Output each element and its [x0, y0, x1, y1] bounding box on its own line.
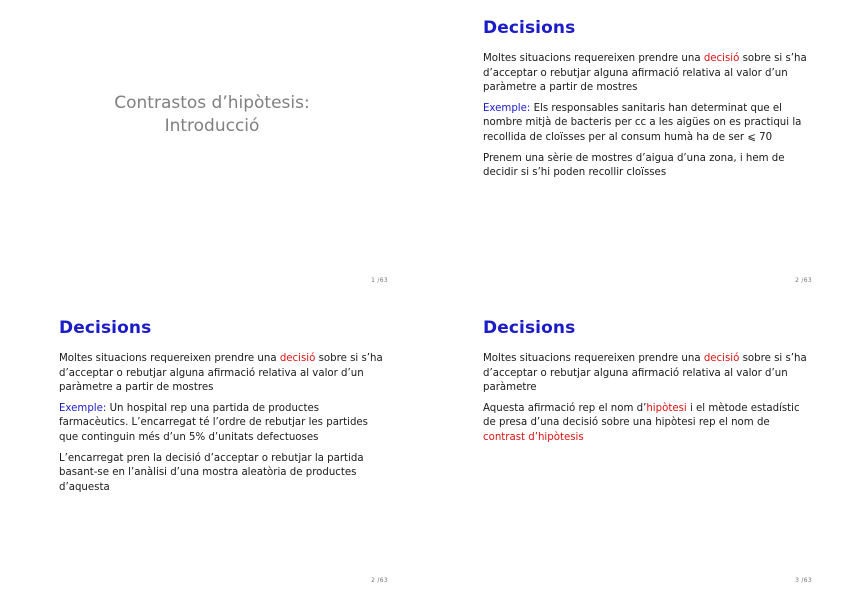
highlight-decisio: decisió — [279, 353, 316, 364]
highlight-hipotesi: hipòtesi — [646, 402, 687, 414]
slide-body — [483, 52, 813, 187]
example-text: Els responsables sanitaris han determinat que el nombre mitjà de bacteris per cc a les aigües on es practiqui la recollida de cloïsses per al consum humà ha de ser ⩽ 70 — [483, 102, 802, 143]
text-run: Moltes situacions requereixen prendre una — [59, 353, 280, 364]
page-number: 3 /63 — [795, 577, 812, 584]
text-run: sobre si s’ha d’acceptar o rebutjar alguna afirmació relativa al valor d’un paràmetre a partir de mostres — [483, 53, 807, 94]
example-label: Exemple: — [483, 102, 531, 114]
example-paragraph — [59, 402, 389, 446]
decision-paragraph: L’encarregat pren la decisió d’acceptar o rebutjar la partida basant-se en l’anàlisi d’una mostra aleatòria de productes d’aquesta — [59, 452, 364, 493]
presentation-title — [0, 92, 424, 138]
slide-2 — [424, 0, 848, 299]
highlight-decisio: decisió — [703, 53, 740, 64]
decision-paragraph: Prenem una sèrie de mostres d’aigua d’una zona, i hem de decidir si s’hi poden recollir cloïsses — [483, 152, 785, 179]
page-number: 2 /63 — [371, 577, 388, 584]
intro-paragraph — [59, 352, 389, 396]
highlight-decisio: decisió — [703, 353, 740, 364]
text-run: sobre si s’ha d’acceptar o rebutjar alguna afirmació relativa al valor d’un paràmetre a partir de mostres — [59, 353, 383, 394]
slide-body — [483, 352, 813, 452]
example-text: Un hospital rep una partida de productes farmacèutics. L’encarregat té l’ordre de rebutjar les partides que continguin més d’un 5% d’unitats defectuoses — [59, 402, 368, 443]
title-line-1: Contrastos d’hipòtesis: — [114, 93, 310, 113]
text-run: Aquesta afirmació rep el nom d’ — [483, 402, 647, 414]
title-line-2: Introducció — [164, 116, 260, 136]
text-run: Moltes situacions requereixen prendre una — [483, 353, 704, 364]
slide-4 — [424, 300, 848, 599]
text-run: sobre si s’ha d’acceptar o rebutjar alguna afirmació relativa al valor d’un paràmetre — [483, 353, 807, 394]
example-paragraph — [483, 102, 813, 146]
text-run: Moltes situacions requereixen prendre una — [483, 53, 704, 64]
slide-3 — [0, 300, 424, 599]
text-run: i el mètode estadístic de presa d’una decisió sobre una hipòtesi rep el nom de — [483, 402, 800, 429]
intro-paragraph — [483, 52, 813, 96]
example-label: Exemple: — [59, 402, 107, 414]
highlight-contrast: contrast d’hipòtesis — [483, 431, 584, 443]
slide-body — [59, 352, 389, 501]
intro-paragraph — [483, 352, 813, 396]
frame-title: Decisions — [59, 318, 152, 338]
frame-title: Decisions — [483, 318, 576, 338]
slide-1 — [0, 0, 424, 299]
frame-title: Decisions — [483, 18, 576, 38]
hypothesis-paragraph — [483, 402, 813, 446]
page-number: 1 /63 — [371, 277, 388, 284]
page-number: 2 /63 — [795, 277, 812, 284]
